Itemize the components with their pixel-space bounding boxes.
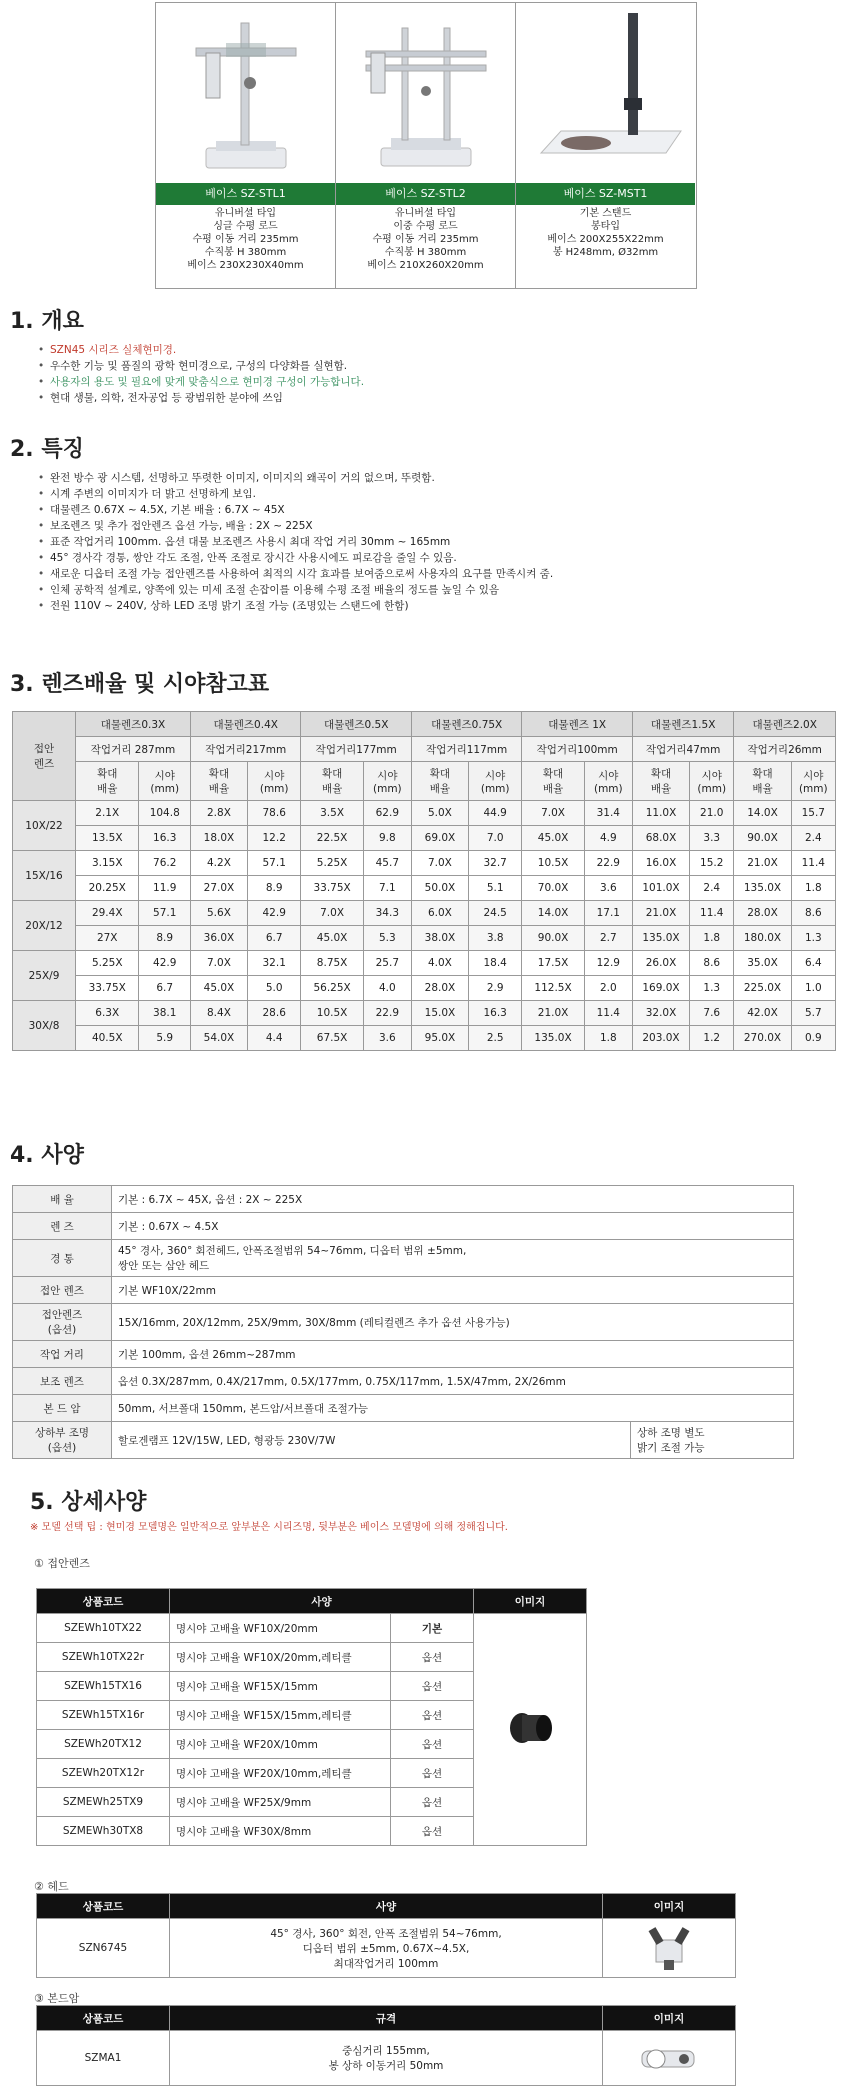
head-subtitle: ② 헤드 (34, 1880, 69, 1893)
magnification-label: 확대 배율 (190, 762, 247, 801)
fov-cell: 9.8 (363, 826, 411, 851)
magnification-cell: 33.75X (301, 876, 363, 901)
fov-cell: 2.7 (584, 926, 632, 951)
magnification-cell: 29.4X (76, 901, 139, 926)
magnification-cell: 22.5X (301, 826, 363, 851)
product-code: SZMEWh30TX8 (37, 1817, 170, 1846)
magnification-cell: 16.0X (632, 851, 689, 876)
fov-cell: 25.7 (363, 951, 411, 976)
fov-cell: 8.9 (247, 876, 301, 901)
eyepiece-subtitle: ① 접안렌즈 (34, 1557, 90, 1570)
working-distance: 작업거리177mm (301, 737, 411, 762)
fov-cell: 16.3 (139, 826, 191, 851)
magnification-cell: 225.0X (734, 976, 791, 1001)
magnification-cell: 135.0X (734, 876, 791, 901)
fov-cell: 4.4 (247, 1026, 301, 1051)
fov-cell: 5.7 (791, 1001, 835, 1026)
magnification-cell: 7.0X (411, 851, 468, 876)
magnification-cell: 135.0X (522, 1026, 584, 1051)
objective-header: 대물렌즈0.5X (301, 712, 411, 737)
magnification-cell: 21.0X (522, 1001, 584, 1026)
arm-table (36, 2005, 736, 2086)
working-distance: 작업거리26mm (734, 737, 836, 762)
magnification-cell: 203.0X (632, 1026, 689, 1051)
fov-cell: 11.4 (584, 1001, 632, 1026)
spec-label: 보조 렌즈 (13, 1368, 112, 1395)
objective-header: 대물렌즈0.4X (190, 712, 300, 737)
feature-item: • 새로운 디옵터 조절 가능 접안렌즈를 사용하여 최적의 시각 효과를 보여줌으로써 사용자의 요구를 만족시켜 줌. (38, 566, 828, 582)
magnification-cell: 10.5X (522, 851, 584, 876)
eyepiece-name: 25X/9 (13, 951, 76, 1001)
fov-cell: 38.1 (139, 1001, 191, 1026)
magnification-cell: 5.0X (411, 801, 468, 826)
magnification-cell: 67.5X (301, 1026, 363, 1051)
product-code: SZEWh15TX16 (37, 1672, 170, 1701)
base-line: 기본 스탠드 (579, 208, 632, 219)
column-header: 이미지 (603, 1894, 736, 1919)
option-flag: 옵션 (391, 1643, 474, 1672)
base-line: 이중 수평 로드 (393, 221, 458, 232)
section-title-overview: 1. 개요 (10, 309, 84, 334)
fov-cell: 5.3 (363, 926, 411, 951)
fov-cell: 12.2 (247, 826, 301, 851)
magnification-cell: 2.8X (190, 801, 247, 826)
magnification-cell: 56.25X (301, 976, 363, 1001)
working-distance: 작업거리117mm (411, 737, 521, 762)
feature-item: • 표준 작업거리 100mm. 옵션 대물 보조렌즈 사용시 최대 작업 거리 30mm ~ 165mm (38, 534, 828, 550)
magnification-cell: 10.5X (301, 1001, 363, 1026)
fov-cell: 2.4 (791, 826, 835, 851)
head-table (36, 1893, 736, 1978)
magnification-cell: 42.0X (734, 1001, 791, 1026)
field-of-view-label: 시야 (mm) (791, 762, 835, 801)
feature-item: • 완전 방수 광 시스템, 선명하고 뚜렷한 이미지, 이미지의 왜곡이 거의 없으며, 뚜렷함. (38, 470, 828, 486)
product-spec: 명시야 고배율 WF30X/8mm (170, 1817, 391, 1846)
objective-header: 대물렌즈0.75X (411, 712, 521, 737)
magnification-label: 확대 배율 (734, 762, 791, 801)
magnification-cell: 3.15X (76, 851, 139, 876)
feature-item: • 보조렌즈 및 추가 접안렌즈 옵션 가능, 배율 : 2X ~ 225X (38, 518, 828, 534)
fov-cell: 11.9 (139, 876, 191, 901)
fov-cell: 1.8 (584, 1026, 632, 1051)
magnification-cell: 38.0X (411, 926, 468, 951)
fov-cell: 6.7 (247, 926, 301, 951)
base-description (516, 207, 695, 259)
base-line: 수평 이동 거리 235mm (192, 234, 299, 245)
fov-cell: 44.9 (468, 801, 522, 826)
overview-item: • SZN45 시리즈 실체현미경. (38, 342, 818, 358)
base-line: 베이스 200X255X22mm (547, 234, 664, 245)
features-list (38, 470, 828, 614)
fov-cell: 11.4 (690, 901, 734, 926)
model-tip: ※ 모델 선택 팁 : 현미경 모델명은 일반적으로 앞부분은 시리즈명, 뒷부분은 베이스 모델명에 의해 정해집니다. (30, 1522, 508, 1533)
spec-value: 50mm, 서브폴대 150mm, 본드암/서브폴대 조절가능 (112, 1395, 794, 1422)
magnification-cell: 21.0X (734, 851, 791, 876)
magnification-cell: 90.0X (522, 926, 584, 951)
base-name: 베이스 SZ-STL2 (336, 183, 515, 205)
section-title-features: 2. 특징 (10, 437, 84, 462)
head-image (603, 1919, 736, 1978)
magnification-cell: 27.0X (190, 876, 247, 901)
base-line: 유니버셜 타입 (394, 208, 457, 219)
fov-cell: 34.3 (363, 901, 411, 926)
eyepiece-name: 30X/8 (13, 1001, 76, 1051)
fov-cell: 1.3 (791, 926, 835, 951)
magnification-cell: 4.0X (411, 951, 468, 976)
base-line: 수평 이동 거리 235mm (372, 234, 479, 245)
magnification-cell: 70.0X (522, 876, 584, 901)
feature-item: • 전원 110V ~ 240V, 상하 LED 조명 밝기 조절 가능 (조명있는 스탠드에 한함) (38, 598, 828, 614)
working-distance: 작업거리 287mm (76, 737, 191, 762)
magnification-cell: 32.0X (632, 1001, 689, 1026)
magnification-cell: 68.0X (632, 826, 689, 851)
eyepiece-table (36, 1588, 587, 1846)
product-code: SZEWh15TX16r (37, 1701, 170, 1730)
fov-cell: 22.9 (584, 851, 632, 876)
magnification-cell: 180.0X (734, 926, 791, 951)
magnification-cell: 8.75X (301, 951, 363, 976)
magnification-cell: 90.0X (734, 826, 791, 851)
fov-cell: 24.5 (468, 901, 522, 926)
magnification-cell: 270.0X (734, 1026, 791, 1051)
lens-magnification-table (12, 711, 836, 1051)
magnification-cell: 5.6X (190, 901, 247, 926)
field-of-view-label: 시야 (mm) (584, 762, 632, 801)
magnification-cell: 14.0X (734, 801, 791, 826)
option-flag: 옵션 (391, 1788, 474, 1817)
fov-cell: 1.8 (791, 876, 835, 901)
column-header: 이미지 (603, 2006, 736, 2031)
spec-note: 상하 조명 별도 밝기 조절 가능 (631, 1422, 794, 1459)
eyepiece-name: 10X/22 (13, 801, 76, 851)
base-image-stl1 (156, 3, 335, 183)
fov-cell: 31.4 (584, 801, 632, 826)
objective-header: 대물렌즈0.3X (76, 712, 191, 737)
magnification-cell: 45.0X (190, 976, 247, 1001)
product-spec: 명시야 고배율 WF10X/20mm,레티클 (170, 1643, 391, 1672)
magnification-cell: 5.25X (301, 851, 363, 876)
fov-cell: 21.0 (690, 801, 734, 826)
product-code: SZEWh10TX22 (37, 1614, 170, 1643)
fov-cell: 7.1 (363, 876, 411, 901)
product-code: SZMA1 (37, 2031, 170, 2086)
fov-cell: 3.6 (363, 1026, 411, 1051)
base-card-mst1 (516, 3, 695, 288)
objective-header: 대물렌즈2.0X (734, 712, 836, 737)
arm-subtitle: ③ 본드암 (34, 1992, 80, 2005)
product-spec: 명시야 고배율 WF25X/9mm (170, 1788, 391, 1817)
product-spec: 명시야 고배율 WF15X/15mm,레티클 (170, 1701, 391, 1730)
fov-cell: 15.7 (791, 801, 835, 826)
magnification-cell: 8.4X (190, 1001, 247, 1026)
magnification-label: 확대 배율 (632, 762, 689, 801)
objective-header: 대물렌즈 1X (522, 712, 632, 737)
fov-cell: 3.6 (584, 876, 632, 901)
fov-cell: 1.8 (690, 926, 734, 951)
field-of-view-label: 시야 (mm) (690, 762, 734, 801)
eyepiece-icon (500, 1703, 560, 1753)
spec-label: 경 통 (13, 1240, 112, 1277)
section-title-details: 5. 상세사양 (30, 1490, 147, 1515)
magnification-cell: 95.0X (411, 1026, 468, 1051)
magnification-cell: 7.0X (522, 801, 584, 826)
option-flag: 기본 (391, 1614, 474, 1643)
boom-arm-icon (634, 2035, 704, 2079)
section-title-lens-table: 3. 렌즈배율 및 시야참고표 (10, 672, 270, 697)
magnification-cell: 7.0X (301, 901, 363, 926)
fov-cell: 18.4 (468, 951, 522, 976)
base-line: 수직봉 H 380mm (204, 247, 287, 258)
fov-cell: 7.6 (690, 1001, 734, 1026)
product-code: SZEWh10TX22r (37, 1643, 170, 1672)
magnification-cell: 7.0X (190, 951, 247, 976)
overview-item: • 우수한 기능 및 품질의 광학 현미경으로, 구성의 다양화를 실현함. (38, 358, 818, 374)
fov-cell: 76.2 (139, 851, 191, 876)
fov-cell: 16.3 (468, 1001, 522, 1026)
column-header: 사양 (170, 1589, 474, 1614)
spec-label: 배 율 (13, 1186, 112, 1213)
fov-cell: 8.9 (139, 926, 191, 951)
base-card-stl2 (336, 3, 516, 288)
base-line: 베이스 210X260X20mm (367, 260, 484, 271)
magnification-cell: 45.0X (522, 826, 584, 851)
base-image-mst1 (516, 3, 695, 183)
fov-cell: 2.5 (468, 1026, 522, 1051)
fov-cell: 2.9 (468, 976, 522, 1001)
eyepiece-header: 접안 렌즈 (13, 712, 76, 801)
product-code: SZEWh20TX12 (37, 1730, 170, 1759)
spec-label: 접안 렌즈 (13, 1277, 112, 1304)
column-header: 이미지 (474, 1589, 587, 1614)
magnification-cell: 112.5X (522, 976, 584, 1001)
spec-value: 45° 경사, 360° 회전헤드, 안폭조절범위 54~76mm, 디옵터 범위 ±5mm, 쌍안 또는 삼안 헤드 (112, 1240, 794, 1277)
fov-cell: 6.7 (139, 976, 191, 1001)
field-of-view-label: 시야 (mm) (139, 762, 191, 801)
option-flag: 옵션 (391, 1701, 474, 1730)
magnification-cell: 28.0X (411, 976, 468, 1001)
fov-cell: 7.0 (468, 826, 522, 851)
option-flag: 옵션 (391, 1759, 474, 1788)
fov-cell: 28.6 (247, 1001, 301, 1026)
working-distance: 작업거리47mm (632, 737, 733, 762)
feature-item: • 대물렌즈 0.67X ~ 4.5X, 기본 배율 : 6.7X ~ 45X (38, 502, 828, 518)
fov-cell: 42.9 (139, 951, 191, 976)
magnification-cell: 40.5X (76, 1026, 139, 1051)
magnification-cell: 169.0X (632, 976, 689, 1001)
magnification-cell: 50.0X (411, 876, 468, 901)
working-distance: 작업거리217mm (190, 737, 300, 762)
magnification-cell: 36.0X (190, 926, 247, 951)
spec-table (12, 1185, 794, 1459)
magnification-label: 확대 배율 (411, 762, 468, 801)
base-line: 싱글 수평 로드 (213, 221, 278, 232)
product-code: SZMEWh25TX9 (37, 1788, 170, 1817)
base-line: 베이스 230X230X40mm (187, 260, 304, 271)
column-header: 상품코드 (37, 1589, 170, 1614)
fov-cell: 45.7 (363, 851, 411, 876)
product-code: SZEWh20TX12r (37, 1759, 170, 1788)
eyepiece-name: 20X/12 (13, 901, 76, 951)
spec-label: 본 드 암 (13, 1395, 112, 1422)
spec-label: 렌 즈 (13, 1213, 112, 1240)
fov-cell: 57.1 (247, 851, 301, 876)
option-flag: 옵션 (391, 1817, 474, 1846)
magnification-cell: 11.0X (632, 801, 689, 826)
magnification-cell: 35.0X (734, 951, 791, 976)
magnification-cell: 21.0X (632, 901, 689, 926)
fov-cell: 1.3 (690, 976, 734, 1001)
magnification-label: 확대 배율 (76, 762, 139, 801)
magnification-cell: 4.2X (190, 851, 247, 876)
magnification-cell: 14.0X (522, 901, 584, 926)
fov-cell: 32.7 (468, 851, 522, 876)
product-spec: 명시야 고배율 WF20X/10mm (170, 1730, 391, 1759)
magnification-cell: 2.1X (76, 801, 139, 826)
fov-cell: 42.9 (247, 901, 301, 926)
base-name: 베이스 SZ-MST1 (516, 183, 695, 205)
feature-item: • 45° 경사각 경통, 쌍안 각도 조절, 안폭 조절로 장시간 사용시에도 피로감을 줄일 수 있음. (38, 550, 828, 566)
spec-value: 기본 : 6.7X ~ 45X, 옵션 : 2X ~ 225X (112, 1186, 794, 1213)
overview-item: • 사용자의 용도 및 필요에 맞게 맞춤식으로 현미경 구성이 가능합니다. (38, 374, 818, 390)
spec-value: 기본 : 0.67X ~ 4.5X (112, 1213, 794, 1240)
product-code: SZN6745 (37, 1919, 170, 1978)
magnification-cell: 69.0X (411, 826, 468, 851)
overview-list (38, 342, 818, 406)
magnification-cell: 13.5X (76, 826, 139, 851)
base-line: 유니버셜 타입 (214, 208, 277, 219)
fov-cell: 12.9 (584, 951, 632, 976)
fov-cell: 6.4 (791, 951, 835, 976)
base-line: 봉 H248mm, Ø32mm (552, 247, 659, 258)
base-image-stl2 (336, 3, 515, 183)
fov-cell: 17.1 (584, 901, 632, 926)
column-header: 규격 (170, 2006, 603, 2031)
fov-cell: 78.6 (247, 801, 301, 826)
magnification-cell: 54.0X (190, 1026, 247, 1051)
fov-cell: 32.1 (247, 951, 301, 976)
base-line: 봉타입 (591, 221, 620, 232)
magnification-cell: 135.0X (632, 926, 689, 951)
product-spec: 명시야 고배율 WF15X/15mm (170, 1672, 391, 1701)
magnification-cell: 28.0X (734, 901, 791, 926)
objective-header: 대물렌즈1.5X (632, 712, 733, 737)
fov-cell: 11.4 (791, 851, 835, 876)
fov-cell: 4.0 (363, 976, 411, 1001)
fov-cell: 2.4 (690, 876, 734, 901)
base-line: 수직봉 H 380mm (384, 247, 467, 258)
magnification-cell: 26.0X (632, 951, 689, 976)
fov-cell: 8.6 (690, 951, 734, 976)
feature-item: • 인체 공학적 설계로, 양쪽에 있는 미세 조절 손잡이를 이용해 수평 조절 배율의 정도를 높일 수 있음 (38, 582, 828, 598)
base-description (336, 207, 515, 272)
option-flag: 옵션 (391, 1672, 474, 1701)
fov-cell: 2.0 (584, 976, 632, 1001)
magnification-cell: 15.0X (411, 1001, 468, 1026)
field-of-view-label: 시야 (mm) (247, 762, 301, 801)
fov-cell: 3.8 (468, 926, 522, 951)
column-header: 상품코드 (37, 2006, 170, 2031)
spec-value: 기본 WF10X/22mm (112, 1277, 794, 1304)
spec-value: 옵션 0.3X/287mm, 0.4X/217mm, 0.5X/177mm, 0.75X/117mm, 1.5X/47mm, 2X/26mm (112, 1368, 794, 1395)
fov-cell: 57.1 (139, 901, 191, 926)
fov-cell: 5.9 (139, 1026, 191, 1051)
option-flag: 옵션 (391, 1730, 474, 1759)
base-card-stl1 (156, 3, 336, 288)
magnification-cell: 101.0X (632, 876, 689, 901)
magnification-cell: 17.5X (522, 951, 584, 976)
magnification-cell: 33.75X (76, 976, 139, 1001)
base-name: 베이스 SZ-STL1 (156, 183, 335, 205)
magnification-cell: 27X (76, 926, 139, 951)
fov-cell: 15.2 (690, 851, 734, 876)
fov-cell: 0.9 (791, 1026, 835, 1051)
fov-cell: 8.6 (791, 901, 835, 926)
magnification-cell: 18.0X (190, 826, 247, 851)
fov-cell: 5.0 (247, 976, 301, 1001)
fov-cell: 62.9 (363, 801, 411, 826)
arm-image (603, 2031, 736, 2086)
fov-cell: 1.2 (690, 1026, 734, 1051)
spec-label: 작업 거리 (13, 1341, 112, 1368)
eyepiece-image (474, 1614, 587, 1846)
fov-cell: 3.3 (690, 826, 734, 851)
spec-value: 할로겐램프 12V/15W, LED, 형광등 230V/7W (112, 1422, 631, 1459)
eyepiece-name: 15X/16 (13, 851, 76, 901)
magnification-cell: 6.0X (411, 901, 468, 926)
section-title-specs: 4. 사양 (10, 1143, 84, 1168)
column-header: 사양 (170, 1894, 603, 1919)
magnification-label: 확대 배율 (522, 762, 584, 801)
base-comparison (155, 2, 697, 289)
magnification-cell: 20.25X (76, 876, 139, 901)
product-spec: 명시야 고배율 WF10X/20mm (170, 1614, 391, 1643)
working-distance: 작업거리100mm (522, 737, 632, 762)
fov-cell: 104.8 (139, 801, 191, 826)
fov-cell: 5.1 (468, 876, 522, 901)
overview-item: • 현대 생물, 의학, 전자공업 등 광범위한 분야에 쓰임 (38, 390, 818, 406)
spec-value: 15X/16mm, 20X/12mm, 25X/9mm, 30X/8mm (레티컬렌즈 추가 옵션 사용가능) (112, 1304, 794, 1341)
magnification-cell: 5.25X (76, 951, 139, 976)
fov-cell: 22.9 (363, 1001, 411, 1026)
microscope-head-icon (634, 1922, 704, 1972)
fov-cell: 4.9 (584, 826, 632, 851)
magnification-cell: 45.0X (301, 926, 363, 951)
field-of-view-label: 시야 (mm) (468, 762, 522, 801)
spec-label: 상하부 조명 (옵션) (13, 1422, 112, 1459)
base-description (156, 207, 335, 272)
magnification-cell: 6.3X (76, 1001, 139, 1026)
feature-item: • 시계 주변의 이미지가 더 밝고 선명하게 보임. (38, 486, 828, 502)
magnification-label: 확대 배율 (301, 762, 363, 801)
spec-value: 기본 100mm, 옵션 26mm~287mm (112, 1341, 794, 1368)
product-spec: 중심거리 155mm, 봉 상하 이동거리 50mm (170, 2031, 603, 2086)
magnification-cell: 3.5X (301, 801, 363, 826)
spec-label: 접안렌즈 (옵션) (13, 1304, 112, 1341)
fov-cell: 1.0 (791, 976, 835, 1001)
product-spec: 명시야 고배율 WF20X/10mm,레티클 (170, 1759, 391, 1788)
column-header: 상품코드 (37, 1894, 170, 1919)
product-spec: 45° 경사, 360° 회전, 안폭 조절범위 54~76mm, 디옵터 범위 ±5mm, 0.67X~4.5X, 최대작업거리 100mm (170, 1919, 603, 1978)
field-of-view-label: 시야 (mm) (363, 762, 411, 801)
